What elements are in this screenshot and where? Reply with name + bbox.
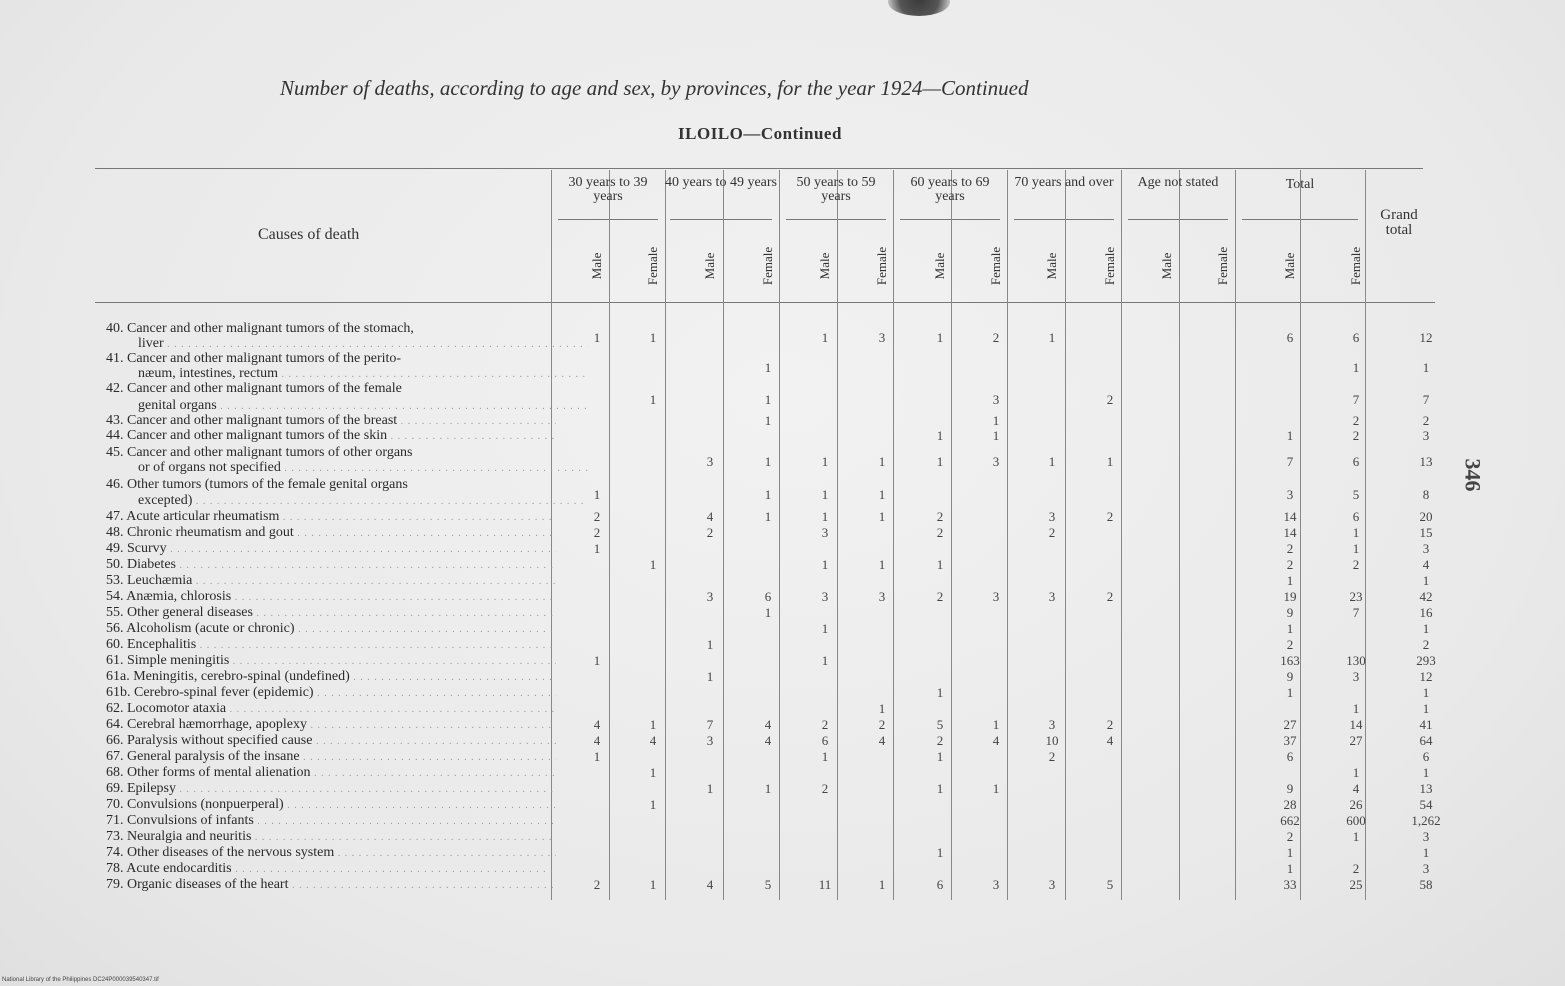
age-group-header: 30 years to 39 years xyxy=(568,175,648,204)
table-cell: 2 xyxy=(936,733,944,748)
table-cell: 13 xyxy=(1419,454,1433,469)
age-group-header: Total xyxy=(1285,177,1315,192)
table-cell: 6 xyxy=(764,589,772,604)
table-cell: 2 xyxy=(1048,525,1056,540)
column-rule xyxy=(893,170,894,900)
table-cell: 1 xyxy=(878,701,886,716)
table-cell: 4 xyxy=(593,733,601,748)
table-cell: 3 xyxy=(1048,717,1056,732)
table-cell: 1 xyxy=(1286,861,1294,876)
table-cell: 1 xyxy=(764,781,772,796)
column-rule xyxy=(1235,170,1236,900)
table-cell: 6 xyxy=(1286,330,1294,345)
table-cell: 23 xyxy=(1349,589,1363,604)
age-group-header: 60 years to 69 years xyxy=(910,175,990,204)
table-cell: 13 xyxy=(1419,781,1433,796)
grand-total-header: Grand total xyxy=(1380,207,1418,238)
table-cell: 1 xyxy=(1352,360,1360,375)
table-cell: 1 xyxy=(821,509,829,524)
female-column-header: Female xyxy=(1348,246,1363,286)
table-cell: 1 xyxy=(649,330,657,345)
table-cell: 1 xyxy=(1286,685,1294,700)
cause-of-death-label: 46. Other tumors (tumors of the female genital organs xyxy=(106,478,408,492)
table-cell: 3 xyxy=(1422,829,1430,844)
table-cell: 1 xyxy=(936,557,944,572)
age-group-header: 40 years to 49 years xyxy=(665,175,777,190)
cause-of-death-label: genital organs . . . xyxy=(106,399,588,414)
table-cell: 14 xyxy=(1283,509,1297,524)
column-rule xyxy=(1179,170,1180,900)
table-cell: 1 xyxy=(764,392,772,407)
table-cell: 1 xyxy=(649,392,657,407)
cause-of-death-label: 61b. Cerebro-spinal fever (epidemic) . . . xyxy=(106,686,556,701)
table-cell: 3 xyxy=(821,525,829,540)
table-cell: 2 xyxy=(936,525,944,540)
table-cell: 5 xyxy=(1352,487,1360,502)
table-cell: 1 xyxy=(1422,360,1430,375)
cause-of-death-label: 44. Cancer and other malignant tumors of the skin . . . xyxy=(106,429,556,444)
male-column-header: Male xyxy=(589,252,604,280)
table-cell: 1 xyxy=(821,653,829,668)
group-underline xyxy=(786,219,886,220)
table-cell: 5 xyxy=(1106,877,1114,892)
table-cell: 54 xyxy=(1419,797,1433,812)
table-cell: 3 xyxy=(706,589,714,604)
table-cell: 1 xyxy=(593,653,601,668)
cause-of-death-label: 66. Paralysis without specified cause . . . xyxy=(106,734,556,749)
table-cell: 5 xyxy=(936,717,944,732)
table-cell: 1 xyxy=(593,487,601,502)
column-rule xyxy=(665,170,666,900)
table-cell: 2 xyxy=(992,330,1000,345)
female-column-header: Female xyxy=(760,246,775,286)
cause-of-death-label: 43. Cancer and other malignant tumors of the breast . . . xyxy=(106,414,556,429)
male-column-header: Male xyxy=(1282,252,1297,280)
table-cell: 1 xyxy=(764,487,772,502)
table-cell: 2 xyxy=(821,781,829,796)
table-cell: 163 xyxy=(1280,653,1300,668)
cause-of-death-label: 62. Locomotor ataxia . . . xyxy=(106,702,556,717)
table-cell: 7 xyxy=(1286,454,1294,469)
cause-of-death-label: 61. Simple meningitis . . . xyxy=(106,654,556,669)
table-cell: 11 xyxy=(818,877,832,892)
table-cell: 27 xyxy=(1283,717,1297,732)
table-cell: 1 xyxy=(764,454,772,469)
table-cell: 28 xyxy=(1283,797,1297,812)
group-underline xyxy=(900,219,1000,220)
table-cell: 3 xyxy=(1422,861,1430,876)
male-column-header: Male xyxy=(1044,252,1059,280)
female-column-header: Female xyxy=(874,246,889,286)
table-cell: 7 xyxy=(1352,392,1360,407)
table-cell: 1 xyxy=(878,454,886,469)
cause-of-death-label: excepted) . . . xyxy=(106,494,588,509)
table-cell: 8 xyxy=(1422,487,1430,502)
female-column-header: Female xyxy=(1215,246,1230,286)
cause-of-death-label: 56. Alcoholism (acute or chronic) . . . xyxy=(106,622,556,637)
female-column-header: Female xyxy=(988,246,1003,286)
table-cell: 4 xyxy=(992,733,1000,748)
table-cell: 3 xyxy=(992,454,1000,469)
table-cell: 3 xyxy=(992,877,1000,892)
table-cell: 2 xyxy=(1048,749,1056,764)
table-cell: 1 xyxy=(1352,541,1360,556)
cause-of-death-label: 74. Other diseases of the nervous system . . . xyxy=(106,846,556,861)
table-cell: 2 xyxy=(1286,557,1294,572)
table-cell: 1 xyxy=(764,509,772,524)
table-cell: 293 xyxy=(1416,653,1436,668)
table-cell: 7 xyxy=(1422,392,1430,407)
table-cell: 4 xyxy=(764,717,772,732)
male-column-header: Male xyxy=(817,252,832,280)
table-cell: 1 xyxy=(992,413,1000,428)
table-cell: 2 xyxy=(878,717,886,732)
table-cell: 1 xyxy=(1106,454,1114,469)
table-cell: 2 xyxy=(936,509,944,524)
table-cell: 6 xyxy=(1352,330,1360,345)
table-cell: 41 xyxy=(1419,717,1433,732)
cause-of-death-label: 55. Other general diseases . . . xyxy=(106,606,556,621)
table-cell: 1 xyxy=(936,685,944,700)
table-cell: 1 xyxy=(821,487,829,502)
table-cell: 1 xyxy=(1422,621,1430,636)
table-cell: 4 xyxy=(706,509,714,524)
male-column-header: Male xyxy=(702,252,717,280)
cause-of-death-label: 61a. Meningitis, cerebro-spinal (undefined) . . . xyxy=(106,670,556,685)
female-column-header: Female xyxy=(645,246,660,286)
table-cell: 1 xyxy=(936,428,944,443)
table-cell: 33 xyxy=(1283,877,1297,892)
table-cell: 3 xyxy=(1422,428,1430,443)
table-cell: 1 xyxy=(1048,454,1056,469)
table-cell: 26 xyxy=(1349,797,1363,812)
table-cell: 64 xyxy=(1419,733,1433,748)
table-cell: 37 xyxy=(1283,733,1297,748)
table-cell: 1 xyxy=(936,330,944,345)
table-cell: 2 xyxy=(593,525,601,540)
table-cell: 2 xyxy=(1106,717,1114,732)
column-rule xyxy=(1065,170,1066,900)
table-cell: 1 xyxy=(706,781,714,796)
table-cell: 2 xyxy=(1352,413,1360,428)
table-cell: 3 xyxy=(1422,541,1430,556)
table-cell: 4 xyxy=(1106,733,1114,748)
table-cell: 1 xyxy=(1422,765,1430,780)
table-cell: 27 xyxy=(1349,733,1363,748)
group-underline xyxy=(670,219,772,220)
table-cell: 1 xyxy=(936,845,944,860)
table-cell: 2 xyxy=(936,589,944,604)
cause-of-death-label: 49. Scurvy . . . xyxy=(106,542,556,557)
table-cell: 1 xyxy=(821,454,829,469)
table-cell: 10 xyxy=(1045,733,1059,748)
table-top-rule xyxy=(95,168,1423,169)
footer-stamp: National Library of the Philippines DC24P000039540347.tif xyxy=(2,977,159,983)
cause-of-death-label: 45. Cancer and other malignant tumors of other organs xyxy=(106,446,413,460)
table-cell: 1 xyxy=(593,330,601,345)
table-cell: 3 xyxy=(878,589,886,604)
table-cell: 1 xyxy=(936,454,944,469)
table-cell: 1 xyxy=(706,669,714,684)
causes-header: Causes of death xyxy=(258,226,360,243)
cause-of-death-label: 41. Cancer and other malignant tumors of the perito- xyxy=(106,352,402,366)
table-cell: 9 xyxy=(1286,781,1294,796)
table-cell: 4 xyxy=(593,717,601,732)
table-cell: 3 xyxy=(1048,589,1056,604)
cause-of-death-label: 79. Organic diseases of the heart . . . xyxy=(106,878,556,893)
cause-of-death-label: 60. Encephalitis . . . xyxy=(106,638,556,653)
cause-of-death-label: 47. Acute articular rheumatism . . . xyxy=(106,510,556,525)
table-cell: 1 xyxy=(878,487,886,502)
table-cell: 1 xyxy=(1286,428,1294,443)
table-cell: 662 xyxy=(1280,813,1300,828)
table-cell: 1 xyxy=(649,877,657,892)
table-cell: 1 xyxy=(1286,573,1294,588)
table-cell: 1 xyxy=(992,717,1000,732)
table-cell: 1 xyxy=(821,557,829,572)
table-cell: 2 xyxy=(1352,861,1360,876)
table-cell: 9 xyxy=(1286,669,1294,684)
table-cell: 4 xyxy=(878,733,886,748)
table-cell: 1 xyxy=(649,797,657,812)
table-cell: 2 xyxy=(1106,509,1114,524)
table-cell: 1,262 xyxy=(1411,813,1441,828)
age-group-header: 50 years to 59 years xyxy=(796,175,876,204)
column-rule xyxy=(1121,170,1122,900)
cause-of-death-label: næum, intestines, rectum . . . xyxy=(106,367,588,382)
group-underline xyxy=(1014,219,1114,220)
table-cell: 4 xyxy=(1352,781,1360,796)
cause-of-death-label: 71. Convulsions of infants . . . xyxy=(106,814,556,829)
table-cell: 130 xyxy=(1346,653,1366,668)
table-cell: 6 xyxy=(1422,749,1430,764)
table-cell: 7 xyxy=(706,717,714,732)
table-cell: 1 xyxy=(764,413,772,428)
table-cell: 1 xyxy=(821,749,829,764)
header-bottom-rule xyxy=(95,302,1435,303)
table-cell: 4 xyxy=(706,877,714,892)
table-cell: 1 xyxy=(706,637,714,652)
table-cell: 1 xyxy=(764,360,772,375)
cause-of-death-label: or of organs not specified . . . xyxy=(106,461,588,476)
cause-of-death-label: 53. Leuchæmia . . . xyxy=(106,574,556,589)
cause-of-death-label: liver . . . xyxy=(106,337,588,352)
page-title: Number of deaths, according to age and sex, by provinces, for the year 1924—Continued xyxy=(280,76,1029,100)
cause-of-death-label: 67. General paralysis of the insane . . . xyxy=(106,750,556,765)
table-cell: 1 xyxy=(992,428,1000,443)
table-cell: 58 xyxy=(1419,877,1433,892)
table-cell: 2 xyxy=(1106,589,1114,604)
table-cell: 6 xyxy=(1352,454,1360,469)
table-cell: 1 xyxy=(1422,701,1430,716)
table-cell: 6 xyxy=(821,733,829,748)
table-cell: 1 xyxy=(1422,685,1430,700)
cause-of-death-label: 73. Neuralgia and neuritis . . . xyxy=(106,830,556,845)
page-number: 346 xyxy=(1460,458,1486,492)
table-cell: 2 xyxy=(821,717,829,732)
table-cell: 1 xyxy=(878,509,886,524)
table-cell: 2 xyxy=(1286,541,1294,556)
table-cell: 14 xyxy=(1283,525,1297,540)
table-cell: 19 xyxy=(1283,589,1297,604)
cause-of-death-label: 40. Cancer and other malignant tumors of the stomach, xyxy=(106,322,414,336)
table-cell: 6 xyxy=(1352,509,1360,524)
table-cell: 3 xyxy=(878,330,886,345)
table-cell: 3 xyxy=(992,392,1000,407)
table-cell: 2 xyxy=(1352,557,1360,572)
table-cell: 3 xyxy=(1352,669,1360,684)
table-cell: 1 xyxy=(1286,621,1294,636)
table-cell: 2 xyxy=(593,509,601,524)
table-cell: 7 xyxy=(1352,605,1360,620)
group-underline xyxy=(558,219,658,220)
cause-of-death-label: 64. Cerebral hæmorrhage, apoplexy . . . xyxy=(106,718,556,733)
table-cell: 2 xyxy=(1286,829,1294,844)
table-cell: 5 xyxy=(764,877,772,892)
table-cell: 3 xyxy=(1048,509,1056,524)
table-cell: 2 xyxy=(1422,637,1430,652)
table-cell: 1 xyxy=(649,717,657,732)
table-cell: 3 xyxy=(706,454,714,469)
cause-of-death-label: 78. Acute endocarditis . . . xyxy=(106,862,556,877)
table-cell: 1 xyxy=(992,781,1000,796)
table-cell: 1 xyxy=(878,877,886,892)
table-cell: 1 xyxy=(821,330,829,345)
page-subtitle: ILOILO—Continued xyxy=(678,124,842,143)
male-column-header: Male xyxy=(932,252,947,280)
table-cell: 1 xyxy=(649,765,657,780)
table-cell: 1 xyxy=(878,557,886,572)
cause-of-death-label: 70. Convulsions (nonpuerperal) . . . xyxy=(106,798,556,813)
table-cell: 1 xyxy=(1352,765,1360,780)
age-group-header: Age not stated xyxy=(1137,175,1219,190)
cause-of-death-label: 68. Other forms of mental alienation . . . xyxy=(106,766,556,781)
table-cell: 1 xyxy=(593,541,601,556)
table-cell: 2 xyxy=(1352,428,1360,443)
table-cell: 6 xyxy=(936,877,944,892)
table-cell: 1 xyxy=(764,605,772,620)
table-cell: 3 xyxy=(992,589,1000,604)
table-cell: 9 xyxy=(1286,605,1294,620)
table-cell: 3 xyxy=(706,733,714,748)
table-cell: 1 xyxy=(936,781,944,796)
table-cell: 4 xyxy=(1422,557,1430,572)
table-cell: 25 xyxy=(1349,877,1363,892)
table-cell: 1 xyxy=(1048,330,1056,345)
table-cell: 2 xyxy=(1106,392,1114,407)
table-cell: 16 xyxy=(1419,605,1433,620)
table-cell: 1 xyxy=(1422,845,1430,860)
cause-of-death-label: 54. Anæmia, chlorosis . . . xyxy=(106,590,556,605)
table-cell: 2 xyxy=(706,525,714,540)
table-cell: 14 xyxy=(1349,717,1363,732)
cause-of-death-label: 50. Diabetes . . . xyxy=(106,558,556,573)
table-cell: 4 xyxy=(764,733,772,748)
table-cell: 15 xyxy=(1419,525,1433,540)
male-column-header: Male xyxy=(1159,252,1174,280)
table-cell: 1 xyxy=(593,749,601,764)
table-cell: 12 xyxy=(1419,669,1433,684)
table-cell: 1 xyxy=(1352,829,1360,844)
table-cell: 3 xyxy=(821,589,829,604)
column-rule xyxy=(723,170,724,900)
table-cell: 4 xyxy=(649,733,657,748)
cause-of-death-label: 69. Epilepsy . . . xyxy=(106,782,556,797)
table-cell: 1 xyxy=(1352,701,1360,716)
table-cell: 20 xyxy=(1419,509,1433,524)
age-group-header: 70 years and over xyxy=(1014,175,1114,190)
table-cell: 1 xyxy=(1352,525,1360,540)
table-cell: 42 xyxy=(1419,589,1433,604)
table-cell: 3 xyxy=(1048,877,1056,892)
table-cell: 600 xyxy=(1346,813,1366,828)
group-underline xyxy=(1128,219,1228,220)
table-cell: 1 xyxy=(821,621,829,636)
cause-of-death-label: 48. Chronic rheumatism and gout . . . xyxy=(106,526,556,541)
table-cell: 2 xyxy=(1286,637,1294,652)
table-cell: 2 xyxy=(1422,413,1430,428)
table-cell: 3 xyxy=(1286,487,1294,502)
table-cell: 2 xyxy=(593,877,601,892)
cause-of-death-label: 42. Cancer and other malignant tumors of the female xyxy=(106,382,402,396)
female-column-header: Female xyxy=(1102,246,1117,286)
table-cell: 1 xyxy=(1286,845,1294,860)
table-cell: 1 xyxy=(649,557,657,572)
table-cell: 1 xyxy=(1422,573,1430,588)
table-cell: 6 xyxy=(1286,749,1294,764)
table-cell: 1 xyxy=(936,749,944,764)
ink-blot xyxy=(888,0,950,16)
table-cell: 12 xyxy=(1419,330,1433,345)
